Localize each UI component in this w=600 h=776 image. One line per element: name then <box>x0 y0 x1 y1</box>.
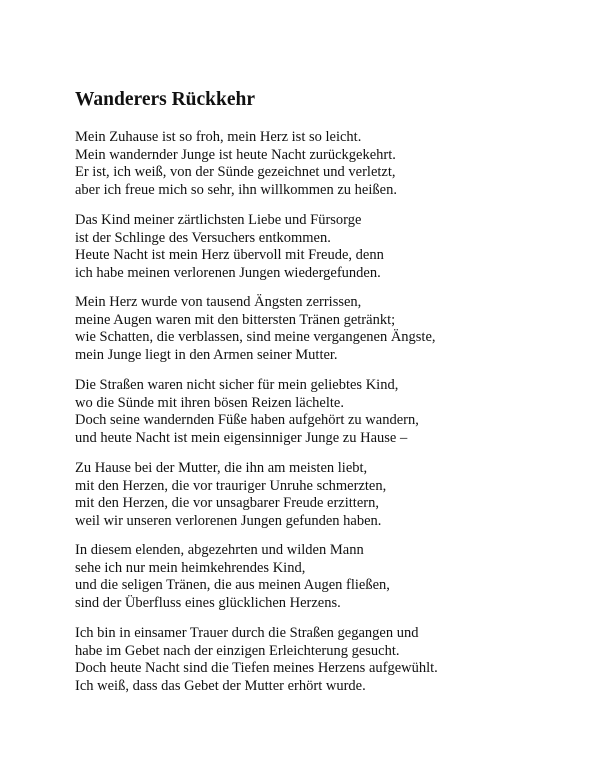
poem-line: ist der Schlinge des Versuchers entkommen. <box>75 229 331 246</box>
poem-line: Ich bin in einsamer Trauer durch die Straßen gegangen und <box>75 625 419 641</box>
poem-line: aber ich freue mich so sehr, ihn willkommen zu heißen. <box>75 181 397 198</box>
poem-line: mit den Herzen, die vor trauriger Unruhe schmerzten, <box>75 477 387 494</box>
poem-line: Die Straßen waren nicht sicher für mein geliebtes Kind, <box>75 377 399 393</box>
poem-line: weil wir unseren verlorenen Jungen gefunden haben. <box>75 512 382 529</box>
poem-line: Mein Zuhause ist so froh, mein Herz ist so leicht. <box>75 129 362 145</box>
poem-line: wo die Sünde mit ihren bösen Reizen lächelte. <box>75 394 344 411</box>
stanza <box>75 129 397 199</box>
poem-line: Er ist, ich weiß, von der Sünde gezeichnet und verletzt, <box>75 164 396 181</box>
poem-line: Doch heute Nacht sind die Tiefen meines Herzens aufgewühlt. <box>75 660 438 677</box>
poem-line: In diesem elenden, abgezehrten und wilden Mann <box>75 542 364 558</box>
poem-line: Zu Hause bei der Mutter, die ihn am meisten liebt, <box>75 460 368 476</box>
poem-line: sehe ich nur mein heimkehrendes Kind, <box>75 559 306 576</box>
stanza <box>75 212 384 282</box>
poem-line: habe im Gebet nach der einzigen Erleichterung gesucht. <box>75 642 400 659</box>
stanza <box>75 625 438 695</box>
poem-line: ich habe meinen verlorenen Jungen wiedergefunden. <box>75 264 381 281</box>
poem-line: mein Junge liegt in den Armen seiner Mutter. <box>75 346 338 363</box>
poem-line: Ich weiß, dass das Gebet der Mutter erhört wurde. <box>75 677 366 694</box>
poem-title: Wanderers Rückkehr <box>75 89 256 110</box>
stanza <box>75 294 436 364</box>
poem-line: wie Schatten, die verblassen, sind meine vergangenen Ängste, <box>75 329 436 346</box>
stanza <box>75 542 390 612</box>
poem-line: sind der Überfluss eines glücklichen Herzens. <box>75 594 341 611</box>
poem-line: Mein wandernder Junge ist heute Nacht zurückgekehrt. <box>75 146 396 163</box>
poem-line: und die seligen Tränen, die aus meinen Augen fließen, <box>75 577 390 594</box>
poem-line: meine Augen waren mit den bittersten Tränen getränkt; <box>75 311 396 328</box>
poem-line: Heute Nacht ist mein Herz übervoll mit Freude, denn <box>75 247 384 264</box>
poem-line: Mein Herz wurde von tausend Ängsten zerrissen, <box>75 294 362 310</box>
poem-line: und heute Nacht ist mein eigensinniger Junge zu Hause – <box>75 429 408 446</box>
poem-line: Doch seine wandernden Füße haben aufgehört zu wandern, <box>75 412 419 429</box>
poem-line: mit den Herzen, die vor unsagbarer Freude erzittern, <box>75 495 379 512</box>
stanza <box>75 460 386 530</box>
poem-line: Das Kind meiner zärtlichsten Liebe und Fürsorge <box>75 212 362 228</box>
stanza <box>75 377 419 447</box>
